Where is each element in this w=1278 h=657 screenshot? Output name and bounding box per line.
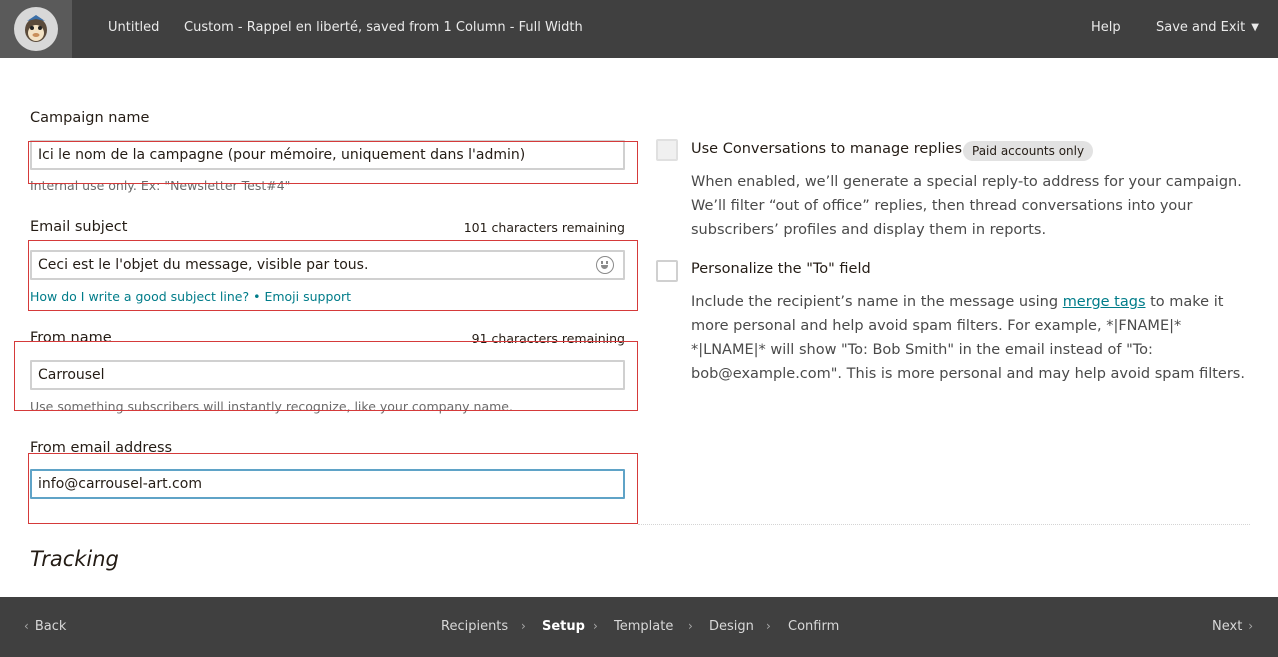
campaign-name-hint: Internal use only. Ex: "Newsletter Test#4" xyxy=(30,178,291,193)
campaign-name-label: Campaign name xyxy=(30,110,150,126)
chevron-right-icon: › xyxy=(521,619,526,633)
personalize-to-checkbox[interactable] xyxy=(656,260,678,282)
chevron-right-icon: › xyxy=(688,619,693,633)
scrolled-heading-remnant xyxy=(30,36,140,58)
chevron-right-icon: › xyxy=(766,619,771,633)
back-button[interactable] xyxy=(24,619,66,634)
chevron-right-icon: › xyxy=(593,619,598,633)
tracking-heading: Tracking xyxy=(30,547,119,571)
campaign-title[interactable]: Untitled xyxy=(108,20,160,35)
chevron-left-icon: ‹ xyxy=(24,619,29,633)
conversations-title: Use Conversations to manage replies xyxy=(691,141,963,157)
from-email-label: From email address xyxy=(30,440,173,456)
top-bar xyxy=(0,0,1278,58)
from-name-counter: 91 characters remaining xyxy=(471,331,625,346)
section-divider xyxy=(638,524,1250,525)
chevron-right-icon: › xyxy=(1248,619,1254,633)
from-name-value: Carrousel xyxy=(38,367,105,383)
step-template[interactable]: Template xyxy=(614,619,674,634)
from-email-value: info@carrousel-art.com xyxy=(38,476,202,492)
paid-accounts-badge: Paid accounts only xyxy=(963,141,1093,161)
next-label: Next xyxy=(1212,619,1243,634)
personalize-to-title: Personalize the "To" field xyxy=(691,261,871,277)
conversations-description: When enabled, we’ll generate a special reply-to address for your campaign. We’ll filter “out of office” replies, then thread conversations into your subscribers’ profiles and display them in reports. xyxy=(691,174,1242,238)
step-confirm[interactable]: Confirm xyxy=(788,619,840,634)
email-subject-input[interactable] xyxy=(30,250,625,280)
campaign-name-input[interactable] xyxy=(30,140,625,170)
personalize-desc-before: Include the recipient’s name in the message using xyxy=(691,294,1063,310)
step-design[interactable]: Design xyxy=(709,619,754,634)
emoji-picker-icon[interactable] xyxy=(596,256,614,274)
personalize-desc-after: to make it more personal and help avoid spam filters. For example, *|FNAME|* *|LNAME|* will show "To: Bob Smith" in the email instead of "To: bob@example.com". This is more personal and may help avoid spam filters. xyxy=(691,294,1245,382)
save-and-exit-label: Save and Exit xyxy=(1156,20,1246,35)
from-name-hint: Use something subscribers will instantly recognize, like your company name. xyxy=(30,399,513,414)
emoji-support-link[interactable]: Emoji support xyxy=(264,289,352,304)
subject-help-links xyxy=(30,289,351,304)
campaign-name-value: Ici le nom de la campagne (pour mémoire, uniquement dans l'admin) xyxy=(38,147,526,163)
from-email-input[interactable] xyxy=(30,469,625,499)
step-setup[interactable]: Setup xyxy=(542,619,585,634)
subject-line-help-link[interactable]: How do I write a good subject line? xyxy=(30,289,250,304)
template-subtitle: Custom - Rappel en liberté, saved from 1 Column - Full Width xyxy=(184,20,583,35)
email-subject-label: Email subject xyxy=(30,219,128,235)
merge-tags-link[interactable]: merge tags xyxy=(1062,294,1146,310)
chevron-down-icon: ▼ xyxy=(1251,22,1259,33)
save-and-exit-button[interactable] xyxy=(1156,20,1259,35)
email-subject-value: Ceci est le l'objet du message, visible par tous. xyxy=(38,257,369,273)
from-name-label: From name xyxy=(30,330,112,346)
next-button[interactable] xyxy=(1212,619,1253,634)
help-link[interactable]: Help xyxy=(1091,20,1121,35)
from-name-input[interactable] xyxy=(30,360,625,390)
bottom-navigation-bar xyxy=(0,597,1278,657)
step-recipients[interactable]: Recipients xyxy=(441,619,509,634)
link-separator: • xyxy=(249,289,265,304)
back-label: Back xyxy=(34,619,67,634)
conversations-checkbox[interactable] xyxy=(656,139,678,161)
email-subject-counter: 101 characters remaining xyxy=(463,220,625,235)
personalize-to-description xyxy=(691,290,1251,386)
